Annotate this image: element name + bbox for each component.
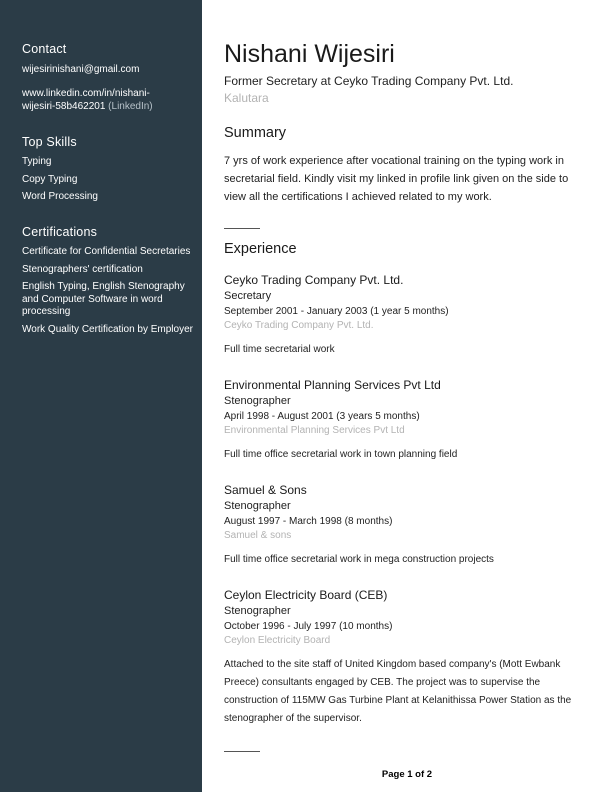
job-dates: August 1997 - March 1998 (8 months) xyxy=(224,516,393,527)
job-description: Full time office secretarial work in town planning field xyxy=(224,449,458,460)
experience-heading: Experience xyxy=(224,241,297,257)
linkedin-url-line2[interactable]: wijesiri-58b462201 xyxy=(22,101,106,112)
job-dates: April 1998 - August 2001 (3 years 5 months) xyxy=(224,411,420,422)
page-footer xyxy=(0,769,612,780)
page-number: Page 1 of 2 xyxy=(381,769,433,780)
experience-entry xyxy=(224,588,592,728)
summary-heading: Summary xyxy=(224,125,287,141)
linkedin-link[interactable] xyxy=(22,87,198,113)
job-title: Secretary xyxy=(224,290,272,302)
profile-location: Kalutara xyxy=(224,91,269,105)
certification-item: Work Quality Certification by Employer xyxy=(22,323,193,335)
job-company: Environmental Planning Services Pvt Ltd xyxy=(224,378,441,392)
job-description: Full time secretarial work xyxy=(224,344,335,355)
section-divider xyxy=(224,751,260,752)
experience-entry xyxy=(224,378,592,464)
job-company: Ceyko Trading Company Pvt. Ltd. xyxy=(224,273,404,287)
job-title: Stenographer xyxy=(224,395,291,407)
job-company-sub: Ceyko Trading Company Pvt. Ltd. xyxy=(224,320,374,331)
summary-text: 7 yrs of work experience after vocational training on the typing work in secretarial field. Kindly visit my linked in profile link given on the side to view all the certifications I achieved related to my work. xyxy=(224,155,569,204)
contact-heading: Contact xyxy=(22,42,67,56)
section-divider xyxy=(224,228,260,229)
certifications-heading: Certifications xyxy=(22,225,98,239)
sidebar xyxy=(0,0,202,792)
job-dates: October 1996 - July 1997 (10 months) xyxy=(224,621,393,632)
certification-item: Stenographers' certification xyxy=(22,263,143,275)
job-title: Stenographer xyxy=(224,500,291,512)
profile-headline: Former Secretary at Ceyko Trading Company Pvt. Ltd. xyxy=(224,74,514,88)
job-description: Full time office secretarial work in mega construction projects xyxy=(224,554,494,565)
skill-item: Typing xyxy=(22,156,52,167)
job-dates: September 2001 - January 2003 (1 year 5 months) xyxy=(224,306,449,317)
job-company-sub: Ceylon Electricity Board xyxy=(224,635,331,646)
job-description: Attached to the site staff of United Kingdom based company's (Mott Ewbank Preece) consultants engaged by CEB. The project was to supervise the construction of 115MW Gas Turbine Plant at Kelanithissa Power Station as the stenographer of the supervisor. xyxy=(224,659,572,724)
certification-item: Certificate for Confidential Secretaries xyxy=(22,246,191,257)
certification-item: English Typing, English Stenography and Computer Software in word processing xyxy=(22,281,185,317)
job-company-sub: Environmental Planning Services Pvt Ltd xyxy=(224,425,405,436)
job-title: Stenographer xyxy=(224,605,291,617)
linkedin-label: (LinkedIn) xyxy=(108,101,153,112)
job-company: Ceylon Electricity Board (CEB) xyxy=(224,588,388,602)
skill-item: Copy Typing xyxy=(22,173,78,185)
experience-entry xyxy=(224,483,592,569)
top-skills-section xyxy=(22,135,198,209)
job-company-sub: Samuel & sons xyxy=(224,530,292,541)
job-company: Samuel & Sons xyxy=(224,483,307,497)
profile-name: Nishani Wijesiri xyxy=(224,40,395,68)
contact-email[interactable]: wijesirinishani@gmail.com xyxy=(22,64,140,75)
skill-item: Word Processing xyxy=(22,191,98,202)
top-skills-heading: Top Skills xyxy=(22,135,77,149)
linkedin-url-line1[interactable]: www.linkedin.com/in/nishani- xyxy=(22,88,150,99)
certifications-section xyxy=(22,225,200,341)
contact-section xyxy=(22,42,198,113)
experience-entry xyxy=(224,273,592,359)
